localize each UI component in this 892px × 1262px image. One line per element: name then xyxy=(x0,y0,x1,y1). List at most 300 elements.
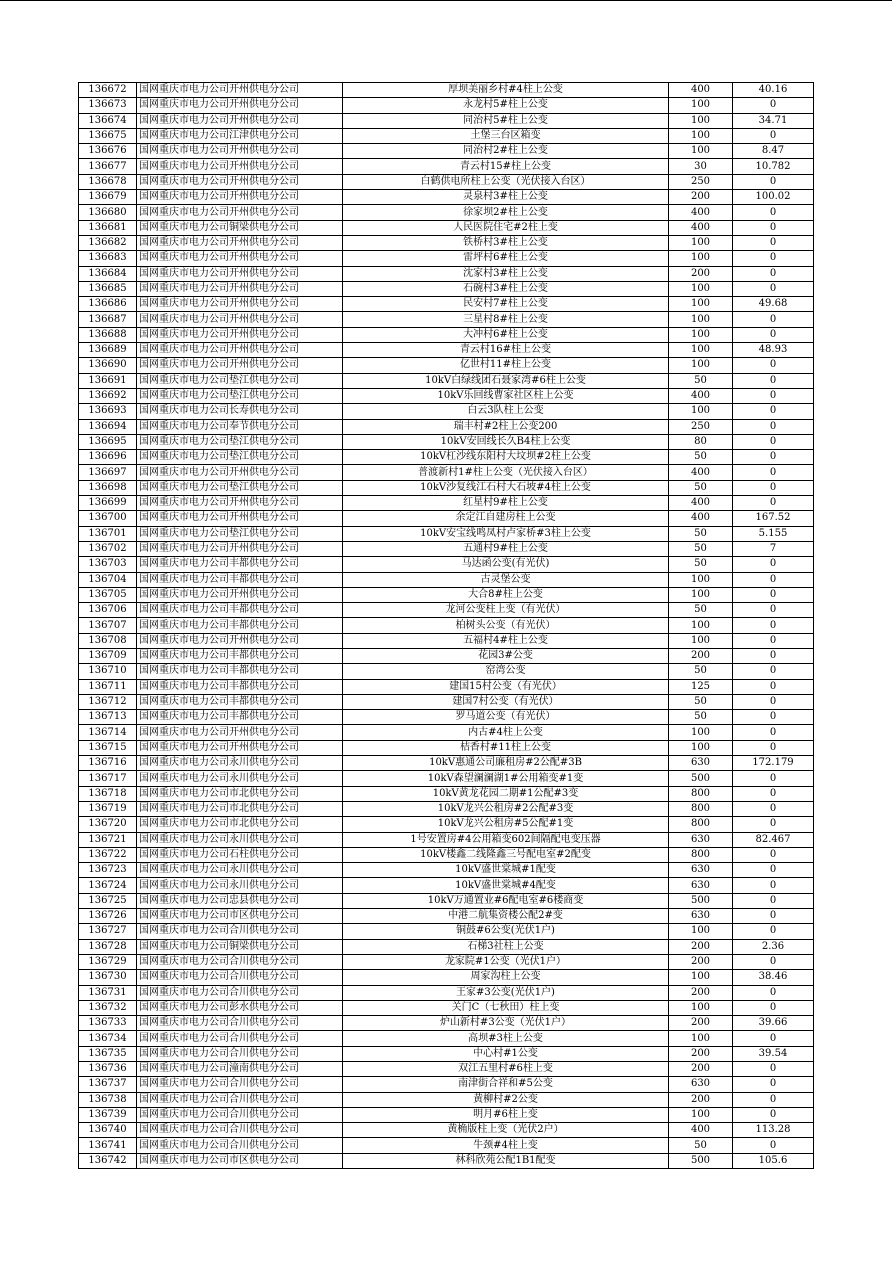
company-cell: 国网重庆市电力公司合川供电分公司 xyxy=(137,1123,343,1138)
row-id-cell: 136715 xyxy=(79,740,137,755)
capacity-cell: 800 xyxy=(669,786,733,801)
row-id-cell: 136701 xyxy=(79,526,137,541)
table-row xyxy=(79,450,814,465)
transformer-name-cell: 白云3队柱上公变 xyxy=(343,404,669,419)
value-cell: 0 xyxy=(733,1031,814,1046)
row-id-cell: 136733 xyxy=(79,1016,137,1031)
capacity-cell: 100 xyxy=(669,633,733,648)
table-row xyxy=(79,480,814,495)
value-cell: 0 xyxy=(733,174,814,189)
table-row xyxy=(79,465,814,480)
row-id-cell: 136712 xyxy=(79,694,137,709)
transformer-name-cell: 10kV森望澜澜湖1#公用箱变#1变 xyxy=(343,771,669,786)
company-cell: 国网重庆市电力公司开州供电分公司 xyxy=(137,98,343,113)
table-row xyxy=(79,1046,814,1061)
row-id-cell: 136677 xyxy=(79,159,137,174)
company-cell: 国网重庆市电力公司开州供电分公司 xyxy=(137,174,343,189)
value-cell: 82.467 xyxy=(733,832,814,847)
value-cell: 5.155 xyxy=(733,526,814,541)
company-cell: 国网重庆市电力公司石柱供电分公司 xyxy=(137,847,343,862)
transformer-name-cell: 建国15村公变（有光伏） xyxy=(343,679,669,694)
capacity-cell: 50 xyxy=(669,541,733,556)
row-id-cell: 136718 xyxy=(79,786,137,801)
capacity-cell: 200 xyxy=(669,939,733,954)
row-id-cell: 136678 xyxy=(79,174,137,189)
transformer-name-cell: 徐家坝2#柱上公变 xyxy=(343,205,669,220)
capacity-cell: 800 xyxy=(669,817,733,832)
row-id-cell: 136691 xyxy=(79,373,137,388)
company-cell: 国网重庆市电力公司合川供电分公司 xyxy=(137,985,343,1000)
company-cell: 国网重庆市电力公司合川供电分公司 xyxy=(137,1138,343,1153)
value-cell: 167.52 xyxy=(733,511,814,526)
table-row xyxy=(79,235,814,250)
capacity-cell: 630 xyxy=(669,863,733,878)
value-cell: 0 xyxy=(733,480,814,495)
capacity-cell: 400 xyxy=(669,496,733,511)
company-cell: 国网重庆市电力公司永川供电分公司 xyxy=(137,863,343,878)
capacity-cell: 50 xyxy=(669,603,733,618)
row-id-cell: 136697 xyxy=(79,465,137,480)
capacity-cell: 100 xyxy=(669,572,733,587)
company-cell: 国网重庆市电力公司开州供电分公司 xyxy=(137,83,343,98)
value-cell: 8.47 xyxy=(733,144,814,159)
transformer-table xyxy=(78,82,814,1169)
value-cell: 10.782 xyxy=(733,159,814,174)
transformer-name-cell: 桔香村#11柱上公变 xyxy=(343,740,669,755)
table-row xyxy=(79,251,814,266)
company-cell: 国网重庆市电力公司合川供电分公司 xyxy=(137,1107,343,1122)
row-id-cell: 136694 xyxy=(79,419,137,434)
capacity-cell: 200 xyxy=(669,1016,733,1031)
value-cell: 0 xyxy=(733,281,814,296)
company-cell: 国网重庆市电力公司开州供电分公司 xyxy=(137,511,343,526)
row-id-cell: 136726 xyxy=(79,909,137,924)
value-cell: 0 xyxy=(733,985,814,1000)
table-row xyxy=(79,572,814,587)
row-id-cell: 136721 xyxy=(79,832,137,847)
company-cell: 国网重庆市电力公司开州供电分公司 xyxy=(137,343,343,358)
table-row xyxy=(79,985,814,1000)
table-row xyxy=(79,312,814,327)
table-row xyxy=(79,144,814,159)
transformer-name-cell: 10kV龙兴公租房#5公配#1变 xyxy=(343,817,669,832)
capacity-cell: 630 xyxy=(669,1077,733,1092)
company-cell: 国网重庆市电力公司合川供电分公司 xyxy=(137,1016,343,1031)
capacity-cell: 400 xyxy=(669,465,733,480)
transformer-name-cell: 10kV安回线长久B4柱上公变 xyxy=(343,434,669,449)
table-row xyxy=(79,771,814,786)
company-cell: 国网重庆市电力公司铜梁供电分公司 xyxy=(137,220,343,235)
table-row xyxy=(79,526,814,541)
row-id-cell: 136690 xyxy=(79,358,137,373)
row-id-cell: 136684 xyxy=(79,266,137,281)
company-cell: 国网重庆市电力公司开州供电分公司 xyxy=(137,251,343,266)
table-row xyxy=(79,205,814,220)
capacity-cell: 100 xyxy=(669,924,733,939)
transformer-name-cell: 青云村15#柱上公变 xyxy=(343,159,669,174)
capacity-cell: 800 xyxy=(669,801,733,816)
table-row xyxy=(79,1000,814,1015)
table-row xyxy=(79,343,814,358)
company-cell: 国网重庆市电力公司开州供电分公司 xyxy=(137,465,343,480)
value-cell: 0 xyxy=(733,419,814,434)
transformer-name-cell: 周家沟柱上公变 xyxy=(343,970,669,985)
company-cell: 国网重庆市电力公司开州供电分公司 xyxy=(137,144,343,159)
row-id-cell: 136702 xyxy=(79,541,137,556)
row-id-cell: 136741 xyxy=(79,1138,137,1153)
row-id-cell: 136724 xyxy=(79,878,137,893)
transformer-name-cell: 王家#3公变(光伏1户) xyxy=(343,985,669,1000)
company-cell: 国网重庆市电力公司开州供电分公司 xyxy=(137,190,343,205)
row-id-cell: 136735 xyxy=(79,1046,137,1061)
company-cell: 国网重庆市电力公司丰都供电分公司 xyxy=(137,618,343,633)
capacity-cell: 100 xyxy=(669,618,733,633)
capacity-cell: 200 xyxy=(669,190,733,205)
capacity-cell: 400 xyxy=(669,388,733,403)
transformer-name-cell: 10kV沙复线江石村大石坡#4柱上公变 xyxy=(343,480,669,495)
company-cell: 国网重庆市电力公司丰都供电分公司 xyxy=(137,648,343,663)
capacity-cell: 400 xyxy=(669,1123,733,1138)
capacity-cell: 500 xyxy=(669,1153,733,1168)
capacity-cell: 100 xyxy=(669,281,733,296)
table-row xyxy=(79,190,814,205)
row-id-cell: 136736 xyxy=(79,1062,137,1077)
capacity-cell: 500 xyxy=(669,771,733,786)
value-cell: 0 xyxy=(733,205,814,220)
row-id-cell: 136687 xyxy=(79,312,137,327)
row-id-cell: 136720 xyxy=(79,817,137,832)
value-cell: 0 xyxy=(733,710,814,725)
row-id-cell: 136693 xyxy=(79,404,137,419)
row-id-cell: 136705 xyxy=(79,587,137,602)
transformer-name-cell: 炉山新村#3公变（光伏1户） xyxy=(343,1016,669,1031)
row-id-cell: 136674 xyxy=(79,113,137,128)
capacity-cell: 400 xyxy=(669,205,733,220)
capacity-cell: 100 xyxy=(669,587,733,602)
transformer-name-cell: 罗马道公变（有光伏） xyxy=(343,710,669,725)
transformer-name-cell: 中心村#1公变 xyxy=(343,1046,669,1061)
table-row xyxy=(79,113,814,128)
capacity-cell: 100 xyxy=(669,1107,733,1122)
company-cell: 国网重庆市电力公司市区供电分公司 xyxy=(137,1153,343,1168)
row-id-cell: 136716 xyxy=(79,756,137,771)
capacity-cell: 800 xyxy=(669,847,733,862)
company-cell: 国网重庆市电力公司开州供电分公司 xyxy=(137,297,343,312)
table-row xyxy=(79,404,814,419)
value-cell: 0 xyxy=(733,893,814,908)
table-row xyxy=(79,1016,814,1031)
table-row xyxy=(79,633,814,648)
capacity-cell: 100 xyxy=(669,740,733,755)
value-cell: 0 xyxy=(733,863,814,878)
transformer-name-cell: 人民医院住宅#2柱上变 xyxy=(343,220,669,235)
company-cell: 国网重庆市电力公司潼南供电分公司 xyxy=(137,1062,343,1077)
value-cell: 0 xyxy=(733,725,814,740)
row-id-cell: 136723 xyxy=(79,863,137,878)
row-id-cell: 136714 xyxy=(79,725,137,740)
table-row xyxy=(79,1107,814,1122)
value-cell: 0 xyxy=(733,1092,814,1107)
row-id-cell: 136695 xyxy=(79,434,137,449)
company-cell: 国网重庆市电力公司合川供电分公司 xyxy=(137,970,343,985)
capacity-cell: 100 xyxy=(669,1000,733,1015)
company-cell: 国网重庆市电力公司开州供电分公司 xyxy=(137,281,343,296)
capacity-cell: 100 xyxy=(669,725,733,740)
table-row xyxy=(79,847,814,862)
value-cell: 7 xyxy=(733,541,814,556)
row-id-cell: 136686 xyxy=(79,297,137,312)
table-row xyxy=(79,924,814,939)
capacity-cell: 100 xyxy=(669,98,733,113)
table-row xyxy=(79,679,814,694)
row-id-cell: 136673 xyxy=(79,98,137,113)
table-row xyxy=(79,710,814,725)
capacity-cell: 50 xyxy=(669,710,733,725)
transformer-name-cell: 黄桷版柱上变（光伏2户） xyxy=(343,1123,669,1138)
row-id-cell: 136734 xyxy=(79,1031,137,1046)
value-cell: 0 xyxy=(733,1107,814,1122)
table-row xyxy=(79,1062,814,1077)
capacity-cell: 100 xyxy=(669,358,733,373)
transformer-name-cell: 柏树头公变（有光伏） xyxy=(343,618,669,633)
company-cell: 国网重庆市电力公司开州供电分公司 xyxy=(137,358,343,373)
row-id-cell: 136730 xyxy=(79,970,137,985)
capacity-cell: 50 xyxy=(669,557,733,572)
transformer-name-cell: 双江五里村#6柱上变 xyxy=(343,1062,669,1077)
company-cell: 国网重庆市电力公司江津供电分公司 xyxy=(137,128,343,143)
value-cell: 0 xyxy=(733,924,814,939)
transformer-name-cell: 高坝#3柱上公变 xyxy=(343,1031,669,1046)
row-id-cell: 136711 xyxy=(79,679,137,694)
row-id-cell: 136729 xyxy=(79,954,137,969)
capacity-cell: 200 xyxy=(669,266,733,281)
table-row xyxy=(79,1123,814,1138)
table-row xyxy=(79,496,814,511)
transformer-name-cell: 白鹤供电所柱上公变（光伏接入台区） xyxy=(343,174,669,189)
value-cell: 105.6 xyxy=(733,1153,814,1168)
value-cell: 0 xyxy=(733,771,814,786)
value-cell: 0 xyxy=(733,327,814,342)
transformer-name-cell: 中港二航集资楼公配2#变 xyxy=(343,909,669,924)
transformer-name-cell: 黄柳村#2公变 xyxy=(343,1092,669,1107)
capacity-cell: 400 xyxy=(669,83,733,98)
table-row xyxy=(79,664,814,679)
table-row xyxy=(79,618,814,633)
table-row xyxy=(79,358,814,373)
transformer-name-cell: 铜鼓#6公变(光伏1户) xyxy=(343,924,669,939)
row-id-cell: 136717 xyxy=(79,771,137,786)
value-cell: 0 xyxy=(733,128,814,143)
value-cell: 0 xyxy=(733,954,814,969)
capacity-cell: 200 xyxy=(669,648,733,663)
value-cell: 0 xyxy=(733,1000,814,1015)
capacity-cell: 30 xyxy=(669,159,733,174)
company-cell: 国网重庆市电力公司丰都供电分公司 xyxy=(137,710,343,725)
table-row xyxy=(79,1031,814,1046)
company-cell: 国网重庆市电力公司市区供电分公司 xyxy=(137,909,343,924)
value-cell: 0 xyxy=(733,404,814,419)
transformer-name-cell: 同治村5#柱上公变 xyxy=(343,113,669,128)
company-cell: 国网重庆市电力公司彭水供电分公司 xyxy=(137,1000,343,1015)
company-cell: 国网重庆市电力公司丰都供电分公司 xyxy=(137,603,343,618)
transformer-name-cell: 龙家院#1公变（光伏1户） xyxy=(343,954,669,969)
capacity-cell: 50 xyxy=(669,694,733,709)
transformer-name-cell: 同治村2#柱上公变 xyxy=(343,144,669,159)
transformer-name-cell: 10kV惠通公司廉租房#2公配#3B xyxy=(343,756,669,771)
value-cell: 40.16 xyxy=(733,83,814,98)
row-id-cell: 136708 xyxy=(79,633,137,648)
value-cell: 0 xyxy=(733,679,814,694)
capacity-cell: 50 xyxy=(669,526,733,541)
table-row xyxy=(79,954,814,969)
table-row xyxy=(79,939,814,954)
value-cell: 113.28 xyxy=(733,1123,814,1138)
transformer-name-cell: 林科欣苑公配1B1配变 xyxy=(343,1153,669,1168)
transformer-name-cell: 10kV盛世棠城#4配变 xyxy=(343,878,669,893)
transformer-name-cell: 10kV楼鑫二线隆鑫三号配电室#2配变 xyxy=(343,847,669,862)
table-row xyxy=(79,878,814,893)
row-id-cell: 136737 xyxy=(79,1077,137,1092)
capacity-cell: 100 xyxy=(669,343,733,358)
row-id-cell: 136680 xyxy=(79,205,137,220)
company-cell: 国网重庆市电力公司忠县供电分公司 xyxy=(137,893,343,908)
table-row xyxy=(79,832,814,847)
capacity-cell: 630 xyxy=(669,756,733,771)
table-row xyxy=(79,511,814,526)
row-id-cell: 136672 xyxy=(79,83,137,98)
transformer-name-cell: 铁桥村3#柱上公变 xyxy=(343,235,669,250)
table-row xyxy=(79,648,814,663)
company-cell: 国网重庆市电力公司市北供电分公司 xyxy=(137,786,343,801)
table-row xyxy=(79,970,814,985)
value-cell: 0 xyxy=(733,786,814,801)
company-cell: 国网重庆市电力公司合川供电分公司 xyxy=(137,954,343,969)
company-cell: 国网重庆市电力公司开州供电分公司 xyxy=(137,327,343,342)
row-id-cell: 136700 xyxy=(79,511,137,526)
row-id-cell: 136722 xyxy=(79,847,137,862)
capacity-cell: 50 xyxy=(669,664,733,679)
capacity-cell: 200 xyxy=(669,1092,733,1107)
row-id-cell: 136732 xyxy=(79,1000,137,1015)
row-id-cell: 136688 xyxy=(79,327,137,342)
table-row xyxy=(79,909,814,924)
company-cell: 国网重庆市电力公司开州供电分公司 xyxy=(137,113,343,128)
row-id-cell: 136681 xyxy=(79,220,137,235)
capacity-cell: 630 xyxy=(669,878,733,893)
transformer-name-cell: 瑞丰村#2柱上公变200 xyxy=(343,419,669,434)
capacity-cell: 100 xyxy=(669,970,733,985)
transformer-name-cell: 建国7村公变（有光伏） xyxy=(343,694,669,709)
company-cell: 国网重庆市电力公司垫江供电分公司 xyxy=(137,434,343,449)
value-cell: 0 xyxy=(733,633,814,648)
table-row xyxy=(79,557,814,572)
value-cell: 0 xyxy=(733,587,814,602)
value-cell: 0 xyxy=(733,694,814,709)
company-cell: 国网重庆市电力公司开州供电分公司 xyxy=(137,725,343,740)
table-row xyxy=(79,128,814,143)
transformer-name-cell: 青云村16#柱上公变 xyxy=(343,343,669,358)
table-row xyxy=(79,159,814,174)
transformer-name-cell: 五福村4#柱上公变 xyxy=(343,633,669,648)
table-row xyxy=(79,98,814,113)
row-id-cell: 136692 xyxy=(79,388,137,403)
company-cell: 国网重庆市电力公司开州供电分公司 xyxy=(137,205,343,220)
value-cell: 0 xyxy=(733,312,814,327)
transformer-name-cell: 雷坪村6#柱上公变 xyxy=(343,251,669,266)
table-row xyxy=(79,297,814,312)
value-cell: 0 xyxy=(733,1077,814,1092)
company-cell: 国网重庆市电力公司开州供电分公司 xyxy=(137,740,343,755)
table-row xyxy=(79,1138,814,1153)
value-cell: 0 xyxy=(733,450,814,465)
value-cell: 0 xyxy=(733,664,814,679)
transformer-name-cell: 红星村9#柱上公变 xyxy=(343,496,669,511)
company-cell: 国网重庆市电力公司奉节供电分公司 xyxy=(137,419,343,434)
transformer-name-cell: 土堡三台区箱变 xyxy=(343,128,669,143)
capacity-cell: 80 xyxy=(669,434,733,449)
table-row xyxy=(79,1077,814,1092)
capacity-cell: 100 xyxy=(669,1031,733,1046)
transformer-name-cell: 10kV杠沙线东阳村大坟坝#2柱上公变 xyxy=(343,450,669,465)
company-cell: 国网重庆市电力公司垫江供电分公司 xyxy=(137,373,343,388)
company-cell: 国网重庆市电力公司垫江供电分公司 xyxy=(137,526,343,541)
transformer-name-cell: 大冲村6#柱上公变 xyxy=(343,327,669,342)
value-cell: 39.66 xyxy=(733,1016,814,1031)
table-row xyxy=(79,1092,814,1107)
transformer-name-cell: 10kV安宝线鸣凤村卢家桥#3柱上公变 xyxy=(343,526,669,541)
row-id-cell: 136728 xyxy=(79,939,137,954)
row-id-cell: 136739 xyxy=(79,1107,137,1122)
row-id-cell: 136698 xyxy=(79,480,137,495)
table-row xyxy=(79,419,814,434)
capacity-cell: 400 xyxy=(669,220,733,235)
company-cell: 国网重庆市电力公司开州供电分公司 xyxy=(137,496,343,511)
row-id-cell: 136675 xyxy=(79,128,137,143)
transformer-name-cell: 永龙村5#柱上公变 xyxy=(343,98,669,113)
company-cell: 国网重庆市电力公司开州供电分公司 xyxy=(137,541,343,556)
transformer-name-cell: 普渡新村1#柱上公变（光伏接入台区） xyxy=(343,465,669,480)
transformer-name-cell: 余定江自建房柱上公变 xyxy=(343,511,669,526)
row-id-cell: 136696 xyxy=(79,450,137,465)
capacity-cell: 50 xyxy=(669,480,733,495)
row-id-cell: 136703 xyxy=(79,557,137,572)
row-id-cell: 136689 xyxy=(79,343,137,358)
value-cell: 0 xyxy=(733,572,814,587)
value-cell: 38.46 xyxy=(733,970,814,985)
value-cell: 100.02 xyxy=(733,190,814,205)
company-cell: 国网重庆市电力公司永川供电分公司 xyxy=(137,756,343,771)
table-row xyxy=(79,893,814,908)
value-cell: 2.36 xyxy=(733,939,814,954)
transformer-name-cell: 石碗村3#柱上公变 xyxy=(343,281,669,296)
capacity-cell: 200 xyxy=(669,1046,733,1061)
table-row xyxy=(79,587,814,602)
company-cell: 国网重庆市电力公司开州供电分公司 xyxy=(137,312,343,327)
table-row xyxy=(79,220,814,235)
value-cell: 0 xyxy=(733,220,814,235)
capacity-cell: 100 xyxy=(669,128,733,143)
transformer-name-cell: 南津街合祥和#5公变 xyxy=(343,1077,669,1092)
capacity-cell: 100 xyxy=(669,113,733,128)
company-cell: 国网重庆市电力公司垫江供电分公司 xyxy=(137,480,343,495)
value-cell: 0 xyxy=(733,373,814,388)
value-cell: 0 xyxy=(733,1062,814,1077)
table-body xyxy=(79,83,814,1169)
value-cell: 0 xyxy=(733,251,814,266)
transformer-name-cell: 窑湾公变 xyxy=(343,664,669,679)
row-id-cell: 136719 xyxy=(79,801,137,816)
value-cell: 0 xyxy=(733,878,814,893)
